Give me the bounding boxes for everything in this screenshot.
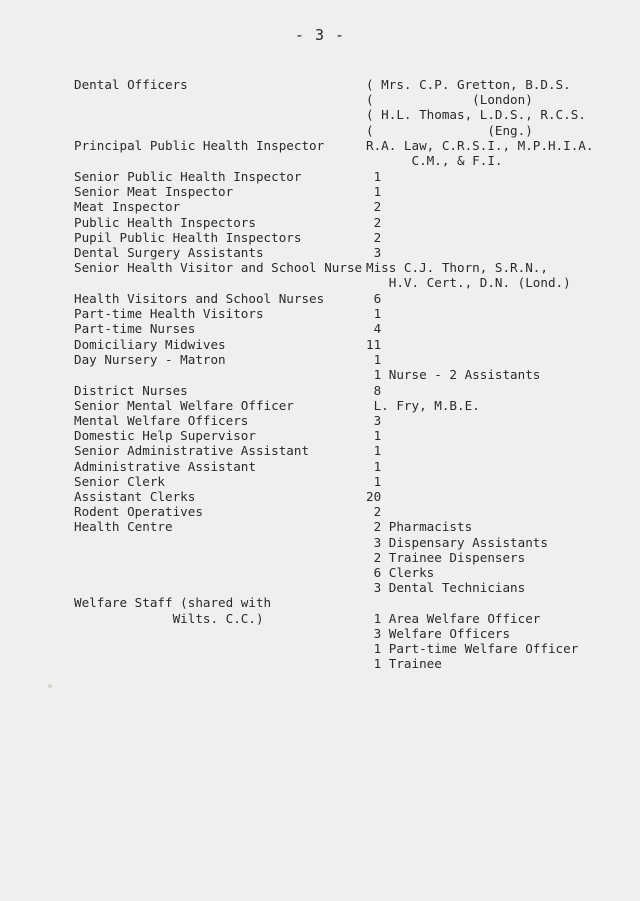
staff-entry: 1 Nurse - 2 Assistants [366, 367, 541, 382]
staff-count: 1 [366, 169, 382, 184]
role-label: District Nurses [74, 383, 188, 398]
staff-entry: 3 Dental Technicians [366, 580, 526, 595]
staff-count: 2 [366, 199, 382, 214]
staff-count: 1 [366, 352, 382, 367]
staff-entry: 6 Clerks [366, 565, 435, 580]
role-label: Health Centre [74, 519, 173, 534]
role-label: Part-time Nurses [74, 321, 196, 336]
role-label: Welfare Staff (shared with [74, 595, 272, 610]
role-label: Senior Health Visitor and School Nurse [74, 260, 363, 275]
role-label: Part-time Health Visitors [74, 306, 264, 321]
staff-entry: 1 Area Welfare Officer [366, 611, 541, 626]
staff-entry: 1 Trainee [366, 656, 442, 671]
role-label: Senior Public Health Inspector [74, 169, 302, 184]
staff-count: 3 [366, 413, 382, 428]
role-label: Health Visitors and School Nurses [74, 291, 325, 306]
staff-count: 3 [366, 245, 382, 260]
staff-entry: 3 Welfare Officers [366, 626, 511, 641]
staff-count: 1 [366, 428, 382, 443]
role-label: Domiciliary Midwives [74, 337, 226, 352]
role-label: Principal Public Health Inspector [74, 138, 325, 153]
role-label: Rodent Operatives [74, 504, 203, 519]
staff-count: 8 [366, 383, 382, 398]
staff-count: 11 [366, 337, 382, 352]
staff-entry: ( (London) [366, 92, 533, 107]
staff-entry: 2 Pharmacists [366, 519, 473, 534]
staff-entry: 1 Part-time Welfare Officer [366, 641, 579, 656]
staff-count: 1 [366, 474, 382, 489]
role-label: Senior Clerk [74, 474, 165, 489]
role-label: Dental Surgery Assistants [74, 245, 264, 260]
paper-speck [48, 684, 52, 688]
staff-count: 1 [366, 306, 382, 321]
role-label: Public Health Inspectors [74, 215, 256, 230]
page-number: - 3 - [294, 26, 346, 44]
role-label: Mental Welfare Officers [74, 413, 249, 428]
staff-count: 4 [366, 321, 382, 336]
staff-entry: C.M., & F.I. [366, 153, 503, 168]
role-label: Assistant Clerks [74, 489, 196, 504]
staff-entry: L. Fry, M.B.E. [366, 398, 480, 413]
staff-entry: ( Mrs. C.P. Gretton, B.D.S. [366, 77, 571, 92]
staff-entry: ( H.L. Thomas, L.D.S., R.C.S. [366, 107, 586, 122]
staff-count: 20 [366, 489, 382, 504]
staff-count: 1 [366, 184, 382, 199]
staff-entry: 2 Trainee Dispensers [366, 550, 526, 565]
staff-entry: ( (Eng.) [366, 123, 533, 138]
staff-entry: R.A. Law, C.R.S.I., M.P.H.I.A. [366, 138, 594, 153]
role-label: Dental Officers [74, 77, 188, 92]
role-label: Senior Meat Inspector [74, 184, 234, 199]
staff-entry: Miss C.J. Thorn, S.R.N., [366, 260, 548, 275]
role-label: Senior Mental Welfare Officer [74, 398, 294, 413]
role-label: Wilts. C.C.) [74, 611, 264, 626]
staff-count: 1 [366, 443, 382, 458]
staff-entry: H.V. Cert., D.N. (Lond.) [366, 275, 571, 290]
role-label: Pupil Public Health Inspectors [74, 230, 302, 245]
staff-entry: 3 Dispensary Assistants [366, 535, 548, 550]
role-label: Meat Inspector [74, 199, 181, 214]
staff-count: 6 [366, 291, 382, 306]
staff-count: 2 [366, 504, 382, 519]
staff-count: 2 [366, 215, 382, 230]
staff-count: 1 [366, 459, 382, 474]
role-label: Day Nursery - Matron [74, 352, 226, 367]
staff-count: 2 [366, 230, 382, 245]
role-label: Domestic Help Supervisor [74, 428, 256, 443]
role-label: Senior Administrative Assistant [74, 443, 310, 458]
role-label: Administrative Assistant [74, 459, 256, 474]
